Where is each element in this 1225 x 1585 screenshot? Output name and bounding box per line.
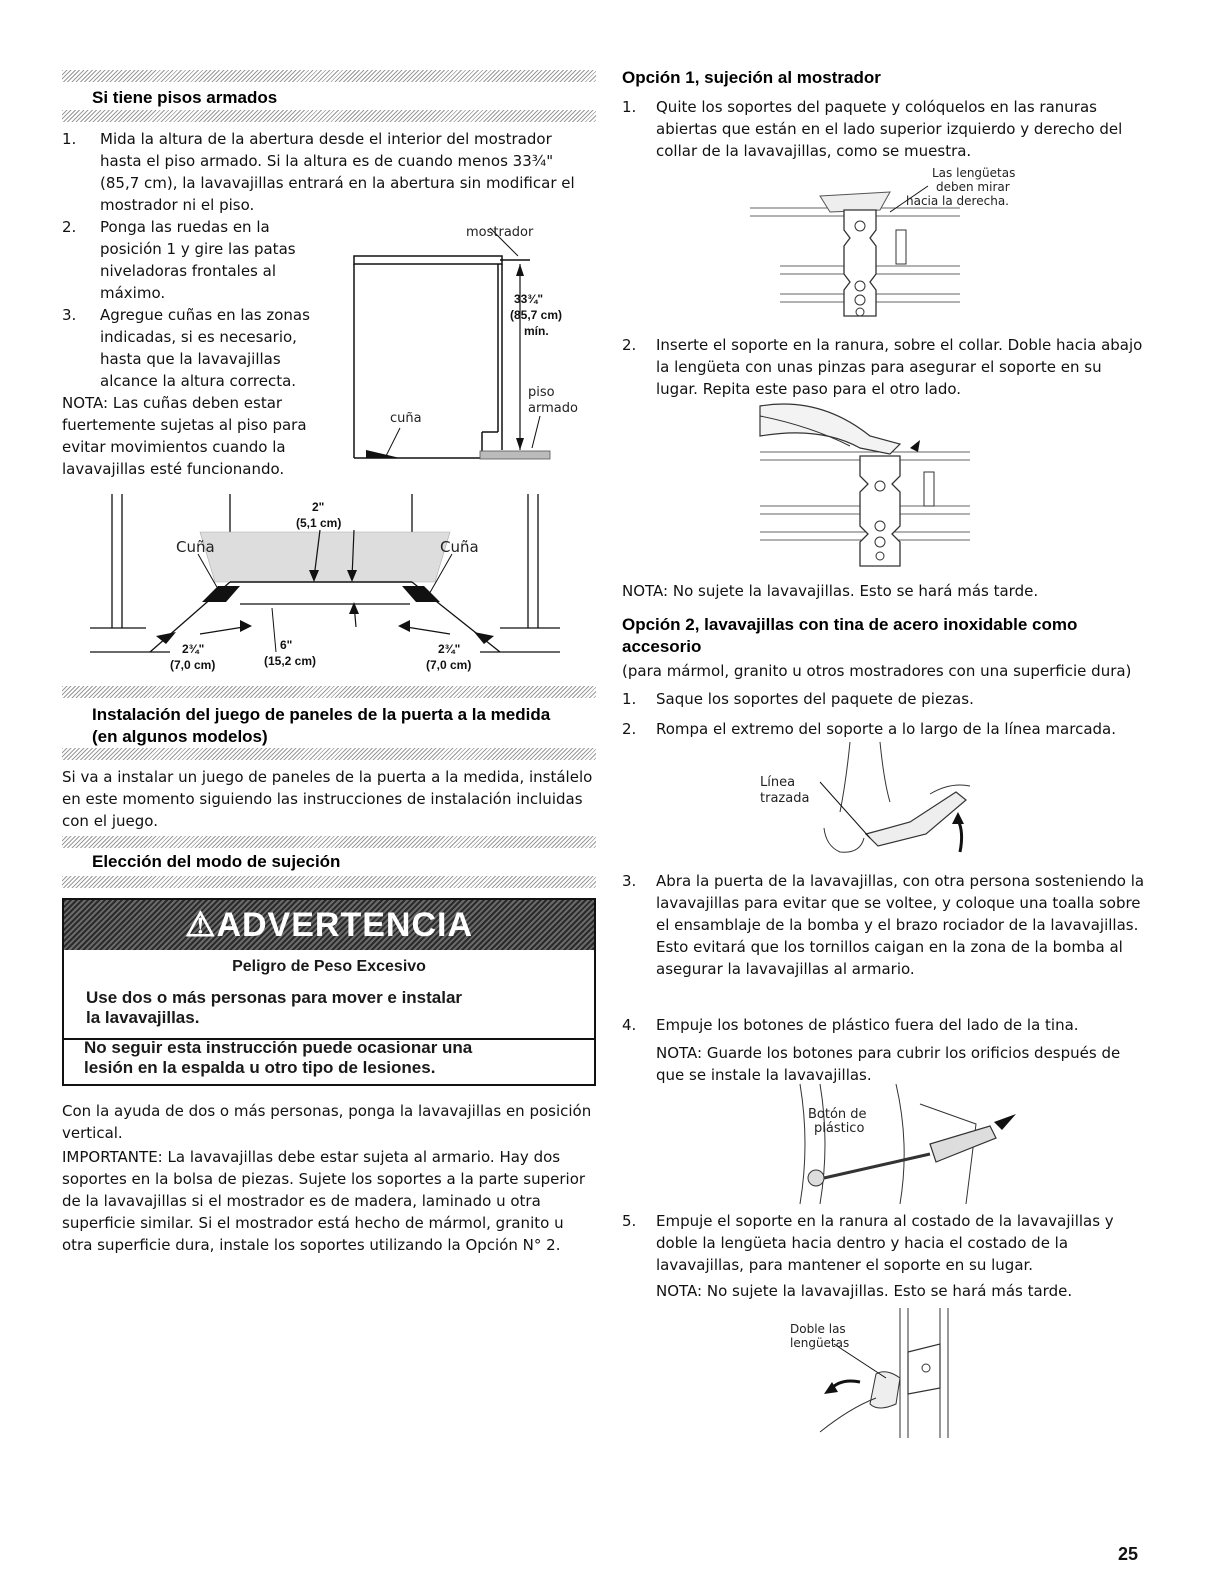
door-panel-paragraph: Si va a instalar un juego de paneles de la puerta a la medida, instálelo en este momento siguiendo las instrucciones de instalación incluidas con el juego. bbox=[62, 768, 593, 830]
counter-height-illustration bbox=[340, 220, 602, 470]
option2-heading bbox=[622, 614, 1152, 658]
step-text: Empuje el soporte en la ranura al costado de la lavavajillas y doble la lengüeta hacia dentro y hacia el costado de la lavavajillas, para mantener el soporte en su lugar. bbox=[656, 1212, 1114, 1274]
heading-line: (en algunos modelos) bbox=[92, 727, 268, 746]
step-number: 2. bbox=[622, 336, 637, 354]
plastic-button-illustration bbox=[780, 1084, 1040, 1204]
counter-height-diagram bbox=[340, 220, 602, 470]
note-label: NOTA: bbox=[622, 582, 669, 600]
warning-box-extension bbox=[62, 1038, 596, 1086]
step-number: 1. bbox=[622, 98, 637, 116]
label-height-in: 33¾" bbox=[514, 292, 544, 306]
warning-line: la lavavajillas. bbox=[86, 1008, 200, 1027]
warning-line: lesión en la espalda u otro tipo de lesiones. bbox=[84, 1058, 436, 1077]
section-divider bbox=[62, 876, 596, 888]
note-label: NOTA: bbox=[656, 1282, 703, 1300]
section-heading-armored-floors: Si tiene pisos armados bbox=[92, 88, 278, 107]
label-line-2: trazada bbox=[760, 791, 810, 806]
step-number: 2. bbox=[622, 720, 637, 738]
label-tabs-1: Las lengüetas bbox=[932, 166, 1016, 180]
section-divider bbox=[62, 70, 596, 82]
upright-paragraph: Con la ayuda de dos o más personas, ponga la lavavajillas en posición vertical. bbox=[62, 1102, 592, 1142]
section-divider bbox=[62, 836, 596, 848]
option2-intro: (para mármol, granito u otros mostradores con una superficie dura) bbox=[622, 662, 1132, 680]
step-number: 1. bbox=[622, 690, 637, 708]
note-label: NOTA: bbox=[62, 394, 109, 412]
label-left-in: 2¾" bbox=[182, 642, 205, 656]
step-text: Mida la altura de la abertura desde el interior del mostrador hasta el piso armado. Si la altura es de cuando menos 33¾" (85,7 cm), la lavavajillas entrará en la abertura sin modificar el mostrador ni el piso. bbox=[100, 130, 575, 214]
step-text: Ponga las ruedas en la posición 1 y gire las patas niveladoras frontales al máximo. bbox=[100, 218, 296, 302]
label-right-cm: (7,0 cm) bbox=[426, 658, 472, 672]
important-paragraph bbox=[62, 1146, 596, 1256]
label-right-in: 2¾" bbox=[438, 642, 461, 656]
bracket-slots-figure bbox=[740, 166, 1040, 336]
label-piso: piso bbox=[528, 385, 555, 400]
label-bend-1: Doble las bbox=[790, 1322, 846, 1336]
important-text: La lavavajillas debe estar sujeta al armario. Hay dos soportes en la bolsa de piezas. Sujete los soportes a la parte superior de la lavavajillas si el mostrador es de madera, laminado u otra superficie similar. Si el mostrador está hecho de mármol, granito u otra superficie dura, instale los soportes utilizando la Opción N° 2. bbox=[62, 1148, 586, 1254]
warning-box bbox=[62, 898, 596, 1040]
label-armado: armado bbox=[528, 401, 578, 416]
section-divider bbox=[62, 110, 596, 122]
label-mid-cm: (15,2 cm) bbox=[264, 654, 317, 668]
note-paragraph bbox=[622, 580, 1152, 602]
label-mostrador: mostrador bbox=[466, 225, 534, 240]
pliers-bend-figure bbox=[760, 396, 980, 576]
step-text: Rompa el extremo del soporte a lo largo de la línea marcada. bbox=[656, 720, 1116, 738]
section-divider bbox=[62, 748, 596, 760]
step-text: Inserte el soporte en la ranura, sobre el collar. Doble hacia abajo la lengüeta con unas pinzas para asegurar el soporte en su lugar. Repita este paso para el otro lado. bbox=[656, 336, 1143, 398]
label-tabs-2: deben mirar bbox=[936, 180, 1010, 194]
label-mid-in: 6" bbox=[280, 638, 293, 652]
note-paragraph bbox=[656, 1280, 1146, 1302]
bend-tabs-figure bbox=[790, 1308, 990, 1438]
label-button-2: plástico bbox=[814, 1121, 865, 1136]
note-paragraph bbox=[62, 392, 327, 480]
warning-line: No seguir esta instrucción puede ocasionar una bbox=[84, 1038, 473, 1057]
heading-line: Opción 2, lavavajillas con tina de acero inoxidable como bbox=[622, 615, 1078, 634]
step-text: Saque los soportes del paquete de piezas. bbox=[656, 690, 974, 708]
label-top-cm: (5,1 cm) bbox=[296, 516, 342, 530]
section-heading-door-panels bbox=[92, 704, 592, 748]
label-top-in: 2" bbox=[312, 500, 325, 514]
note-text: No sujete la lavavajillas. Esto se hará más tarde. bbox=[706, 1282, 1073, 1300]
plastic-button-figure bbox=[780, 1084, 1040, 1204]
step-text: Abra la puerta de la lavavajillas, con otra persona sosteniendo la lavavajillas para evitar que se voltee, y coloque una toalla sobre el ensamblaje de la bomba y el brazo rociador de la lavavajillas. Esto evitará que los tornillos caigan en la zona de la bomba al asegurar la lavavajillas al armario. bbox=[656, 872, 1145, 978]
warning-subtitle: Peligro de Peso Excesivo bbox=[232, 958, 426, 975]
step-text: Agregue cuñas en las zonas indicadas, si es necesario, hasta que la lavavajillas alcance la altura correcta. bbox=[100, 306, 310, 390]
page-number: 25 bbox=[1118, 1544, 1139, 1564]
note-text: No sujete la lavavajillas. Esto se hará más tarde. bbox=[672, 582, 1039, 600]
label-height-cm: (85,7 cm) bbox=[510, 308, 563, 322]
note-paragraph bbox=[656, 1042, 1146, 1086]
section-divider bbox=[62, 686, 596, 698]
note-label: NOTA: bbox=[656, 1044, 703, 1062]
warning-line: Use dos o más personas para mover e instalar bbox=[86, 988, 463, 1007]
note-text: Guarde los botones para cubrir los orificios después de que se instale la lavavajillas. bbox=[656, 1044, 1121, 1084]
step-text: Quite los soportes del paquete y colóquelos en las ranuras abiertas que están en el lado superior izquierdo y derecho del collar de la lavavajillas, como se muestra. bbox=[656, 98, 1123, 160]
section-heading-fastening-mode: Elección del modo de sujeción bbox=[92, 852, 341, 871]
heading-line: accesorio bbox=[622, 637, 702, 656]
step-number: 4. bbox=[622, 1016, 637, 1034]
important-label: IMPORTANTE: bbox=[62, 1148, 163, 1166]
note-text: Las cuñas deben estar fuertemente sujetas al piso para evitar movimientos cuando la lavavajillas esté funcionando. bbox=[62, 394, 307, 478]
step-number: 3. bbox=[62, 306, 77, 324]
break-bracket-figure bbox=[760, 742, 1000, 862]
label-cuna: cuña bbox=[390, 411, 422, 426]
wedge-placement-diagram bbox=[90, 492, 560, 674]
step-number: 3. bbox=[622, 872, 637, 890]
label-bend-2: lengüetas bbox=[790, 1336, 850, 1350]
warning-title: ⚠ADVERTENCIA bbox=[64, 900, 594, 950]
label-line-1: Línea bbox=[760, 775, 796, 790]
step-number: 2. bbox=[62, 218, 77, 236]
label-min: mín. bbox=[524, 324, 549, 338]
label-left-cm: (7,0 cm) bbox=[170, 658, 216, 672]
step-number: 5. bbox=[622, 1212, 637, 1230]
heading-line: Instalación del juego de paneles de la puerta a la medida bbox=[92, 705, 551, 724]
label-button-1: Botón de bbox=[808, 1107, 867, 1122]
option1-heading: Opción 1, sujeción al mostrador bbox=[622, 68, 881, 87]
label-tabs-3: hacia la derecha. bbox=[906, 194, 1009, 208]
label-cuna-left: Cuña bbox=[176, 538, 215, 556]
step-text: Empuje los botones de plástico fuera del lado de la tina. bbox=[656, 1016, 1079, 1034]
label-cuna-right: Cuña bbox=[440, 538, 479, 556]
step-number: 1. bbox=[62, 130, 77, 148]
pliers-bend-illustration bbox=[760, 396, 980, 576]
